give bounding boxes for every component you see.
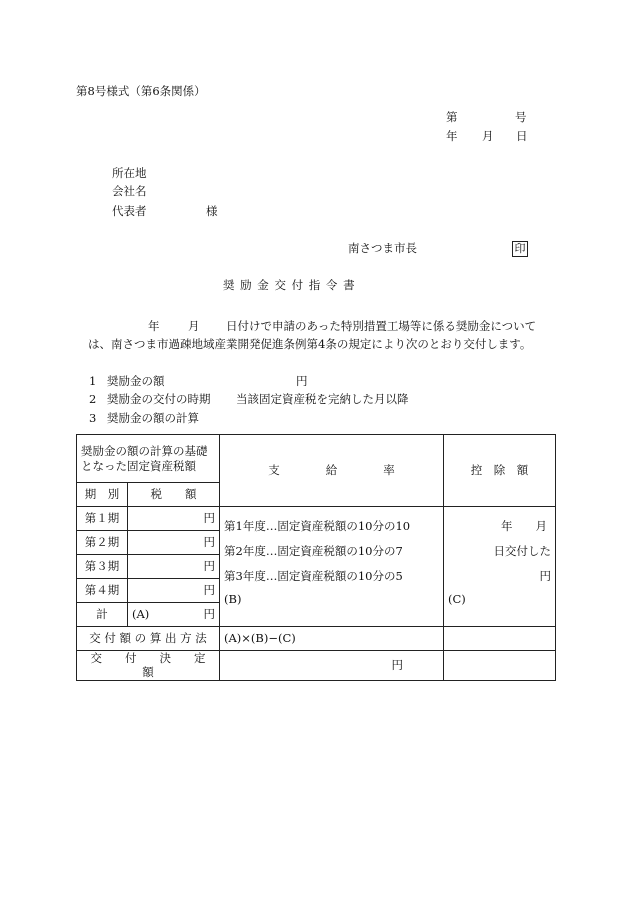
- date-month: 月: [482, 129, 494, 143]
- rate-line-1: 第1年度…固定資産税額の10分の10: [224, 519, 411, 533]
- decided-empty: [444, 651, 556, 681]
- period-1-unit: 円: [128, 507, 220, 531]
- issuer-seal: [512, 241, 528, 257]
- period-4-label: 第４期: [77, 579, 128, 603]
- item-1-value: 円: [296, 374, 308, 388]
- period-2-label: 第２期: [77, 531, 128, 555]
- period-4-unit: 円: [128, 579, 220, 603]
- recipient-address: 所在地: [112, 166, 147, 180]
- rate-header: 支 給 率: [220, 435, 444, 507]
- decided-unit: 円: [220, 651, 444, 681]
- period-2-unit: 円: [128, 531, 220, 555]
- form-number: 第8号様式（第6条関係）: [76, 84, 206, 98]
- date-year: 年: [446, 129, 458, 143]
- deduct-cell: [444, 507, 556, 627]
- recipient-representative: 代表者: [112, 204, 147, 218]
- seal-mark: 印: [512, 241, 528, 257]
- total-cell: [128, 603, 220, 627]
- document-title: 奨 励 金 交 付 指 令 書: [223, 278, 356, 292]
- total-mark: (A): [132, 607, 150, 622]
- item-1-num: 1: [89, 374, 97, 388]
- issuer-name: 南さつま市長: [348, 241, 417, 255]
- period-header: 期 別: [77, 483, 128, 507]
- deduct-mark: (C): [448, 592, 466, 606]
- deduct-line-1: 年 月: [501, 519, 547, 533]
- period-1-label: 第１期: [77, 507, 128, 531]
- rate-line-3: 第3年度…固定資産税額の10分の5: [224, 569, 403, 583]
- method-label: 交 付 額 の 算 出 方 法: [77, 627, 220, 651]
- recipient-company: 会社名: [112, 184, 147, 198]
- total-unit: 円: [203, 607, 215, 622]
- rate-cell: [220, 507, 444, 627]
- body-line2: は、南さつま市過疎地域産業開発促進条例第4条の規定により次のとおり交付します。: [88, 337, 532, 351]
- method-formula: (A)×(B)−(C): [220, 627, 444, 651]
- basis-header: 奨励金の額の計算の基礎となった固定資産税額: [77, 435, 220, 483]
- rate-line-2: 第2年度…固定資産税額の10分の7: [224, 544, 403, 558]
- decided-label: 交 付 決 定 額: [77, 651, 220, 681]
- item-3-num: 3: [89, 411, 97, 425]
- item-2-value: 当該固定資産税を完納した月以降: [236, 392, 409, 406]
- doc-no-suffix: 号: [515, 110, 527, 124]
- deduct-header: 控 除 額: [444, 435, 556, 507]
- doc-no-prefix: 第: [446, 110, 458, 124]
- tax-header: 税 額: [128, 483, 220, 507]
- body-year: 年: [148, 319, 160, 333]
- item-3-label: 奨励金の額の計算: [107, 411, 199, 425]
- item-2-label: 奨励金の交付の時期: [107, 392, 211, 406]
- body-line1-text: 日付けで申請のあった特別措置工場等に係る奨励金について: [226, 319, 537, 333]
- method-empty: [444, 627, 556, 651]
- item-1-label: 奨励金の額: [107, 374, 165, 388]
- period-3-unit: 円: [128, 555, 220, 579]
- calculation-table: [76, 434, 556, 681]
- period-3-label: 第３期: [77, 555, 128, 579]
- deduct-line-2: 日交付した: [493, 544, 551, 558]
- item-2-num: 2: [89, 392, 97, 406]
- total-label: 計: [77, 603, 128, 627]
- body-month: 月: [188, 319, 200, 333]
- deduct-line-3: 円: [539, 569, 551, 583]
- recipient-honorific: 様: [206, 204, 218, 218]
- date-day: 日: [516, 129, 528, 143]
- rate-mark: (B): [224, 592, 242, 606]
